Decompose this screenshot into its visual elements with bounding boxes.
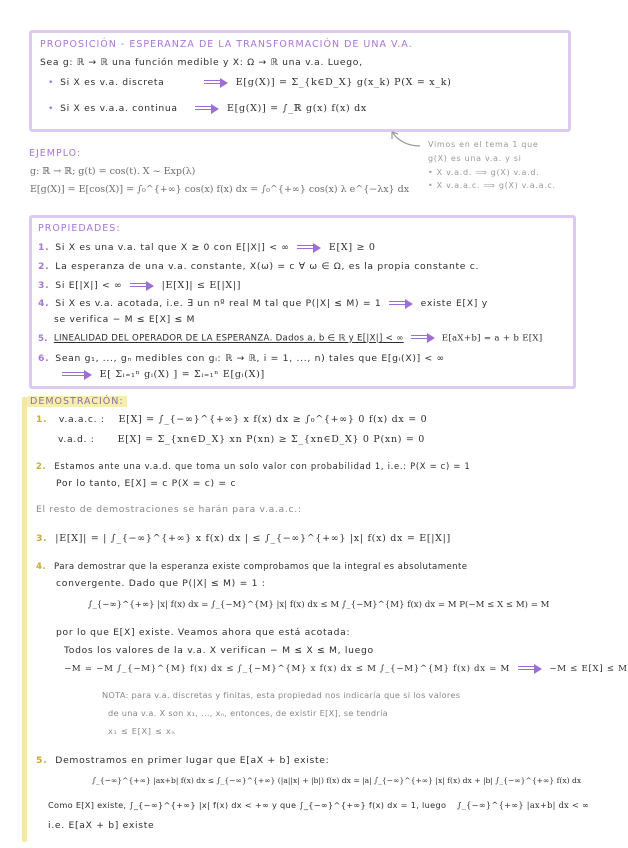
proof-number: 3.: [36, 533, 48, 544]
proof-formula: E[X] = ∫_{−∞}^{+∞} x f(x) dx ≥ ∫₀^{+∞} 0 f(x) dx = 0: [118, 414, 428, 425]
proof-text: Como E[X] existe, ∫_{−∞}^{+∞} |x| f(x) dx < +∞ y que ∫_{−∞}^{+∞} f(x) dx = 1, luego: [48, 800, 447, 810]
property-6: [38, 353, 445, 364]
property-text: Si X es una v.a. tal que X ≥ 0 con E[|X|] < ∞: [55, 242, 290, 253]
property-6-result: [58, 369, 265, 380]
proof-case-label: v.a.a.c. :: [58, 414, 105, 425]
proof-2-line2: [56, 478, 236, 489]
property-text: Sean g₁, ..., gₙ medibles con gᵢ: ℝ → ℝ, i = 1, ..., n) tales que E[gᵢ(X)] < ∞: [55, 353, 445, 364]
proof-3: [36, 533, 451, 544]
proof-heading: DEMOSTRACIÓN:: [27, 396, 127, 407]
proof-text: Por lo tanto, E[X] = c P(X = c) = c: [56, 478, 237, 489]
continuous-case: [48, 103, 367, 114]
proof-4-line3: ∫_{−∞}^{+∞} |x| f(x) dx = ∫_{−M}^{M} |x| f(x) dx ≤ M ∫_{−M}^{M} f(x) dx = M P(−M ≤ X ≤ M) = M: [88, 600, 550, 610]
property-number: 4.: [38, 298, 50, 309]
proof-margin-bar: [22, 397, 27, 842]
proof-4-line1: [36, 562, 468, 572]
example-heading: EJEMPLO:: [29, 148, 82, 159]
proof-1-line1: [36, 414, 427, 425]
implies-arrow-icon: [411, 333, 435, 343]
implies-arrow-icon: [195, 104, 219, 114]
proof-4-line6: [64, 663, 628, 674]
property-number: 6.: [38, 353, 50, 364]
proof-rest-note: El resto de demostraciones se harán para v.a.a.c.:: [36, 504, 302, 515]
side-note-line1: Vimos en el tema 1 que: [428, 140, 539, 149]
implies-arrow-icon: [130, 281, 154, 291]
proof-text: Demostramos en primer lugar que E[aX + b] existe:: [55, 755, 330, 766]
implies-arrow-icon: [389, 299, 413, 309]
implies-arrow-icon: [204, 78, 228, 88]
property-result: E[ Σᵢ₌₁ⁿ gᵢ(X) ] = Σᵢ₌₁ⁿ E[gᵢ(X)]: [99, 369, 265, 380]
proof-2-line1: [36, 461, 470, 471]
curved-arrow-icon: [384, 126, 424, 150]
side-note-line4: • X v.a.a.c. ⟹ g(X) v.a.a.c.: [428, 181, 556, 190]
property-2: [38, 261, 479, 272]
properties-heading: PROPIEDADES:: [38, 223, 121, 234]
proof-5-line1: [36, 755, 329, 766]
proof-formula: ∫_{−∞}^{+∞} |ax+b| dx < ∞: [457, 800, 590, 810]
proof-formula: E[X] = Σ_{xn∈D_X} xn P(xn) ≥ Σ_{xn∈D_X} 0 P(xn) = 0: [117, 434, 426, 445]
proposition-box: [29, 30, 571, 132]
example-line2: E[g(X)] = E[cos(X)] = ∫₀^{+∞} cos(x) f(x) dx = ∫₀^{+∞} cos(x) λ e^{−λx} dx: [30, 184, 410, 195]
proof-text: Para demostrar que la esperanza existe comprobamos que la integral es absolutamente: [54, 562, 468, 572]
proof-4-line2: convergente. Dado que P(|X| ≤ M) = 1 :: [56, 578, 266, 589]
bullet-icon: •: [48, 77, 55, 88]
property-number: 5.: [38, 333, 48, 344]
proof-5-line4: i.e. E[aX + b] existe: [48, 820, 155, 831]
proof-number: 4.: [36, 562, 47, 572]
proof-case-label: v.a.d. :: [58, 434, 95, 445]
continuous-formula: E[g(X)] = ∫_ℝ g(x) f(x) dx: [226, 103, 367, 114]
bullet-icon: •: [48, 103, 55, 114]
proof-1-line2: [58, 434, 425, 445]
property-3: [38, 280, 241, 291]
side-note-line2: g(X) es una v.a. y si: [428, 154, 522, 163]
property-4: [38, 298, 488, 309]
proof-5-line3: [48, 800, 589, 810]
property-1: [38, 242, 376, 253]
discrete-formula: E[g(X)] = Σ_{k∈D_X} g(x_k) P(X = x_k): [235, 77, 452, 88]
property-result: existe E[X] y: [420, 298, 488, 309]
proof-number: 5.: [36, 755, 48, 766]
example-line1: g: ℝ → ℝ; g(t) = cos(t). X ~ Exp(λ): [30, 166, 196, 177]
property-number: 2.: [38, 261, 50, 272]
proposition-heading: PROPOSICIÓN - ESPERANZA DE LA TRANSFORMACIÓN DE UNA V.A.: [40, 39, 413, 50]
property-text: LINEALIDAD DEL OPERADOR DE LA ESPERANZA. Dados a, b ∈ ℝ y E[|X|] < ∞: [53, 333, 404, 344]
property-result: |E[X]| ≤ E[|X|]: [161, 280, 242, 291]
proof-4-line5: Todos los valores de la v.a. X verifican − M ≤ X ≤ M, luego: [64, 645, 374, 656]
property-4-continued: [54, 314, 195, 325]
proof-text: Estamos ante una v.a.d. que toma un solo valor con probabilidad 1, i.e.: P(X = c) = 1: [54, 461, 471, 471]
property-5: [38, 333, 542, 344]
property-number: 1.: [38, 242, 50, 253]
property-text: La esperanza de una v.a. constante, X(ω) = c ∀ ω ∈ Ω, es la propia constante c.: [55, 261, 480, 272]
proof-number: 2.: [36, 461, 47, 471]
proposition-intro: Sea g: ℝ → ℝ una función medible y X: Ω → ℝ una v.a. Luego,: [40, 57, 363, 68]
proof-formula: −M = −M ∫_{−M}^{M} f(x) dx ≤ ∫_{−M}^{M} x f(x) dx ≤ M ∫_{−M}^{M} f(x) dx = M: [64, 664, 511, 674]
property-number: 3.: [38, 280, 50, 291]
property-text: Si X es v.a. acotada, i.e. ∃ un nº real M tal que P(|X| ≤ M) = 1: [55, 298, 382, 309]
note-line1: NOTA: para v.a. discretas y finitas, esta propiedad nos indicaría que si los valores: [102, 690, 461, 700]
note-line3: x₁ ≤ E[X] ≤ xₙ: [108, 726, 176, 736]
properties-box: [29, 215, 576, 389]
proof-result: −M ≤ E[X] ≤ M: [549, 664, 628, 674]
proof-formula: |E[X]| = | ∫_{−∞}^{+∞} x f(x) dx | ≤ ∫_{−∞}^{+∞} |x| f(x) dx = E[|X|]: [55, 533, 451, 544]
continuous-label: Si X es v.a.a. continua: [60, 103, 178, 114]
property-result: E[X] ≥ 0: [328, 242, 376, 253]
property-result: E[aX+b] = a + b E[X]: [441, 333, 543, 344]
property-text: Si E[|X|] < ∞: [55, 280, 123, 291]
proof-4-line4: por lo que E[X] existe. Veamos ahora que está acotada:: [56, 627, 351, 638]
side-note-line3: • X v.a.d. ⟹ g(X) v.a.d.: [428, 168, 540, 177]
implies-arrow-icon: [297, 243, 321, 253]
discrete-case: [48, 77, 452, 88]
implies-arrow-icon: [62, 370, 92, 380]
discrete-label: Si X es v.a. discreta: [60, 77, 165, 88]
note-line2: de una v.a. X son x₁, ..., xₙ, entonces, de existir E[X], se tendría: [108, 708, 388, 718]
implies-arrow-icon: [518, 664, 542, 674]
proof-number: 1.: [36, 414, 48, 425]
proof-5-line2: ∫_{−∞}^{+∞} |ax+b| f(x) dx ≤ ∫_{−∞}^{+∞} (|a||x| + |b|) f(x) dx = |a| ∫_{−∞}^{+∞} |x| f(x) dx + |b| ∫_{−∞}^{+∞} f(x) dx: [92, 776, 582, 785]
property-text: se verifica − M ≤ E[X] ≤ M: [54, 314, 196, 325]
